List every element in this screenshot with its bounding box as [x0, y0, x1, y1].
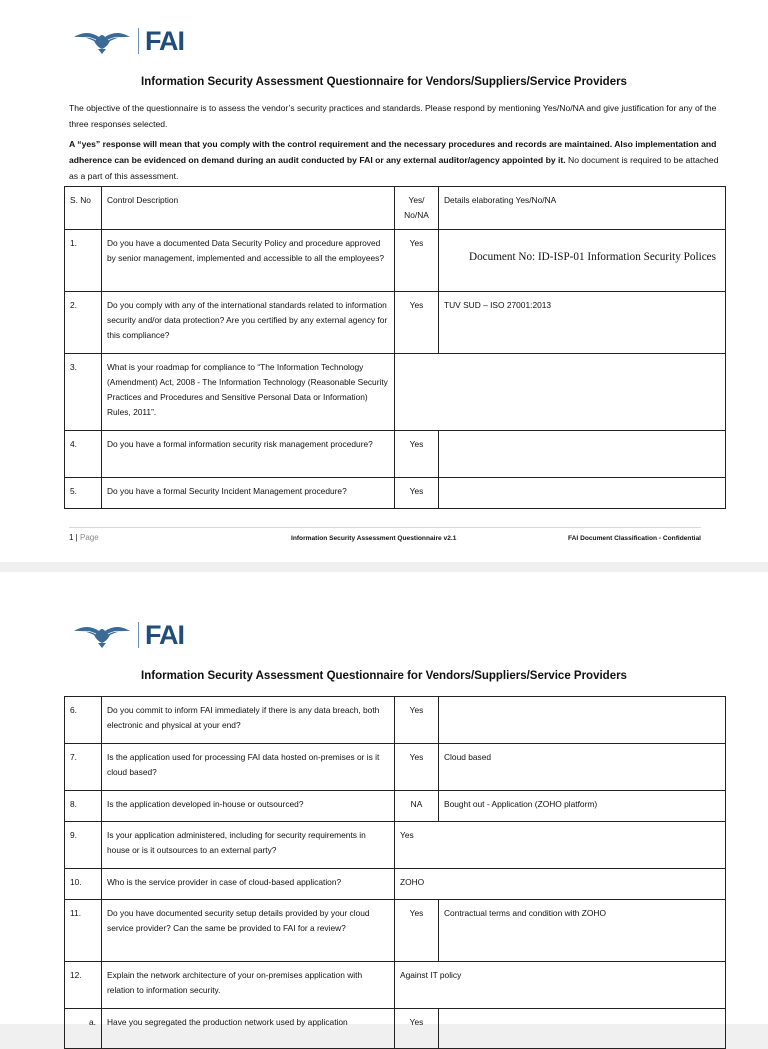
row-detail: TUV SUD – ISO 27001:2013 — [439, 292, 726, 354]
row-description: Is the application developed in-house or outsourced? — [102, 791, 395, 822]
page-number: 1 | — [69, 533, 80, 542]
table-row — [65, 869, 726, 900]
row-number: 12. — [65, 962, 102, 1009]
row-answer — [395, 354, 726, 431]
fai-logo — [72, 26, 184, 56]
row-detail — [439, 697, 726, 744]
row-description: Do you have a formal Security Incident Management procedure? — [102, 478, 395, 509]
table-row — [65, 791, 726, 822]
row-number: 3. — [65, 354, 102, 431]
table-row — [65, 697, 726, 744]
row-description: Explain the network architecture of your on-premises application with relation to information security. — [102, 962, 395, 1009]
header-details: Details elaborating Yes/No/NA — [439, 187, 726, 230]
row-number: 9. — [65, 822, 102, 869]
row-answer: Yes — [395, 822, 726, 869]
row-detail — [439, 230, 726, 292]
row-description: Do you have a formal information security risk management procedure? — [102, 431, 395, 478]
row-number: 4. — [65, 431, 102, 478]
note-rest-text: No document is required to be attached as a part of this assessment. — [69, 155, 719, 181]
row-answer: Yes — [395, 292, 439, 354]
intro-paragraph: The objective of the questionnaire is to assess the vendor’s security practices and standards. Please respond by mentioning Yes/No/NA and give justification for any of the three responses selected. — [69, 103, 717, 129]
header-yes: Yes/ No/NA — [395, 187, 439, 230]
note-bold-text: A “yes” response will mean that you comply with the control requirement and the necessary procedures and records are maintained. Also implementation and adherence can be evidenced on demand during an audit conducted by FAI or any external auditor/agency appointed by it. — [69, 139, 717, 165]
row-number: 11. — [65, 900, 102, 962]
page-title: Information Security Assessment Questionnaire for Vendors/Suppliers/Service Providers — [141, 670, 627, 682]
footer-doc-name: Information Security Assessment Questionnaire v2.1 — [291, 535, 457, 542]
row-detail — [439, 478, 726, 509]
table-row — [65, 744, 726, 791]
table-row — [65, 1009, 726, 1049]
row-number: 5. — [65, 478, 102, 509]
row-answer: Yes — [395, 1009, 439, 1049]
eagle-icon — [72, 27, 132, 55]
footer-page-number — [69, 533, 99, 542]
logo-divider — [138, 622, 139, 648]
row-description: What is your roadmap for compliance to “The Information Technology (Amendment) Act, 2008 - The Information Technology (Reasonable Security Practices and Procedures and Sensitive Personal Data or Information) Rules, 2011”. — [102, 354, 395, 431]
table-header-row — [65, 187, 726, 230]
header-control: Control Description — [102, 187, 395, 230]
footer-classification: FAI Document Classification - Confidential — [568, 535, 701, 542]
eagle-icon — [72, 621, 132, 649]
row-number: 8. — [65, 791, 102, 822]
row-description: Is the application used for processing FAI data hosted on-premises or is it cloud based? — [102, 744, 395, 791]
table-row — [65, 292, 726, 354]
footer-rule — [69, 527, 701, 528]
row-detail — [439, 431, 726, 478]
row-answer: Yes — [395, 478, 439, 509]
table-row — [65, 822, 726, 869]
row-detail: Cloud based — [439, 744, 726, 791]
logo-divider — [138, 28, 139, 54]
row-description: Do you have a documented Data Security Policy and procedure approved by senior management, implemented and accessible to all the employees? — [102, 230, 395, 292]
table-row — [65, 962, 726, 1009]
page-title: Information Security Assessment Questionnaire for Vendors/Suppliers/Service Providers — [141, 76, 627, 88]
row-description: Do you comply with any of the international standards related to information security and/or data protection? Are you certified by any external agency for this compliance? — [102, 292, 395, 354]
row-detail: Bought out - Application (ZOHO platform) — [439, 791, 726, 822]
page-word: Page — [79, 533, 99, 542]
row-answer: Yes — [395, 230, 439, 292]
row-detail: Contractual terms and condition with ZOHO — [439, 900, 726, 962]
row-answer: Yes — [395, 744, 439, 791]
table-row — [65, 230, 726, 292]
row-answer: Yes — [395, 431, 439, 478]
row-number: 2. — [65, 292, 102, 354]
row-description: Do you have documented security setup details provided by your cloud service provider? Can the same be provided to FAI for a review? — [102, 900, 395, 962]
logo-text: FAI — [145, 25, 185, 56]
questionnaire-table-2 — [64, 696, 726, 1049]
row-detail — [439, 1009, 726, 1049]
row-answer: Against IT policy — [395, 962, 726, 1009]
row-description: Do you commit to inform FAI immediately if there is any data breach, both electronic and physical at your end? — [102, 697, 395, 744]
row-answer: NA — [395, 791, 439, 822]
table-row — [65, 478, 726, 509]
questionnaire-table-1 — [64, 186, 726, 509]
table-row — [65, 431, 726, 478]
header-sno: S. No — [65, 187, 102, 230]
row-number: 6. — [65, 697, 102, 744]
logo-text: FAI — [145, 619, 185, 650]
row-number: 10. — [65, 869, 102, 900]
row-description: Have you segregated the production network used by application — [102, 1009, 395, 1049]
row-description: Is your application administered, including for security requirements in house or is it outsources to an external party? — [102, 822, 395, 869]
row-description: Who is the service provider in case of cloud-based application? — [102, 869, 395, 900]
row-answer: Yes — [395, 900, 439, 962]
document-number: Document No: ID-ISP-01 Information Security Polices — [468, 251, 716, 263]
row-answer: ZOHO — [395, 869, 726, 900]
fai-logo — [72, 620, 184, 650]
table-row — [65, 354, 726, 431]
row-number: a. — [65, 1009, 102, 1049]
row-number: 1. — [65, 230, 102, 292]
row-answer: Yes — [395, 697, 439, 744]
table-row — [65, 900, 726, 962]
note-paragraph — [69, 136, 729, 184]
row-number: 7. — [65, 744, 102, 791]
